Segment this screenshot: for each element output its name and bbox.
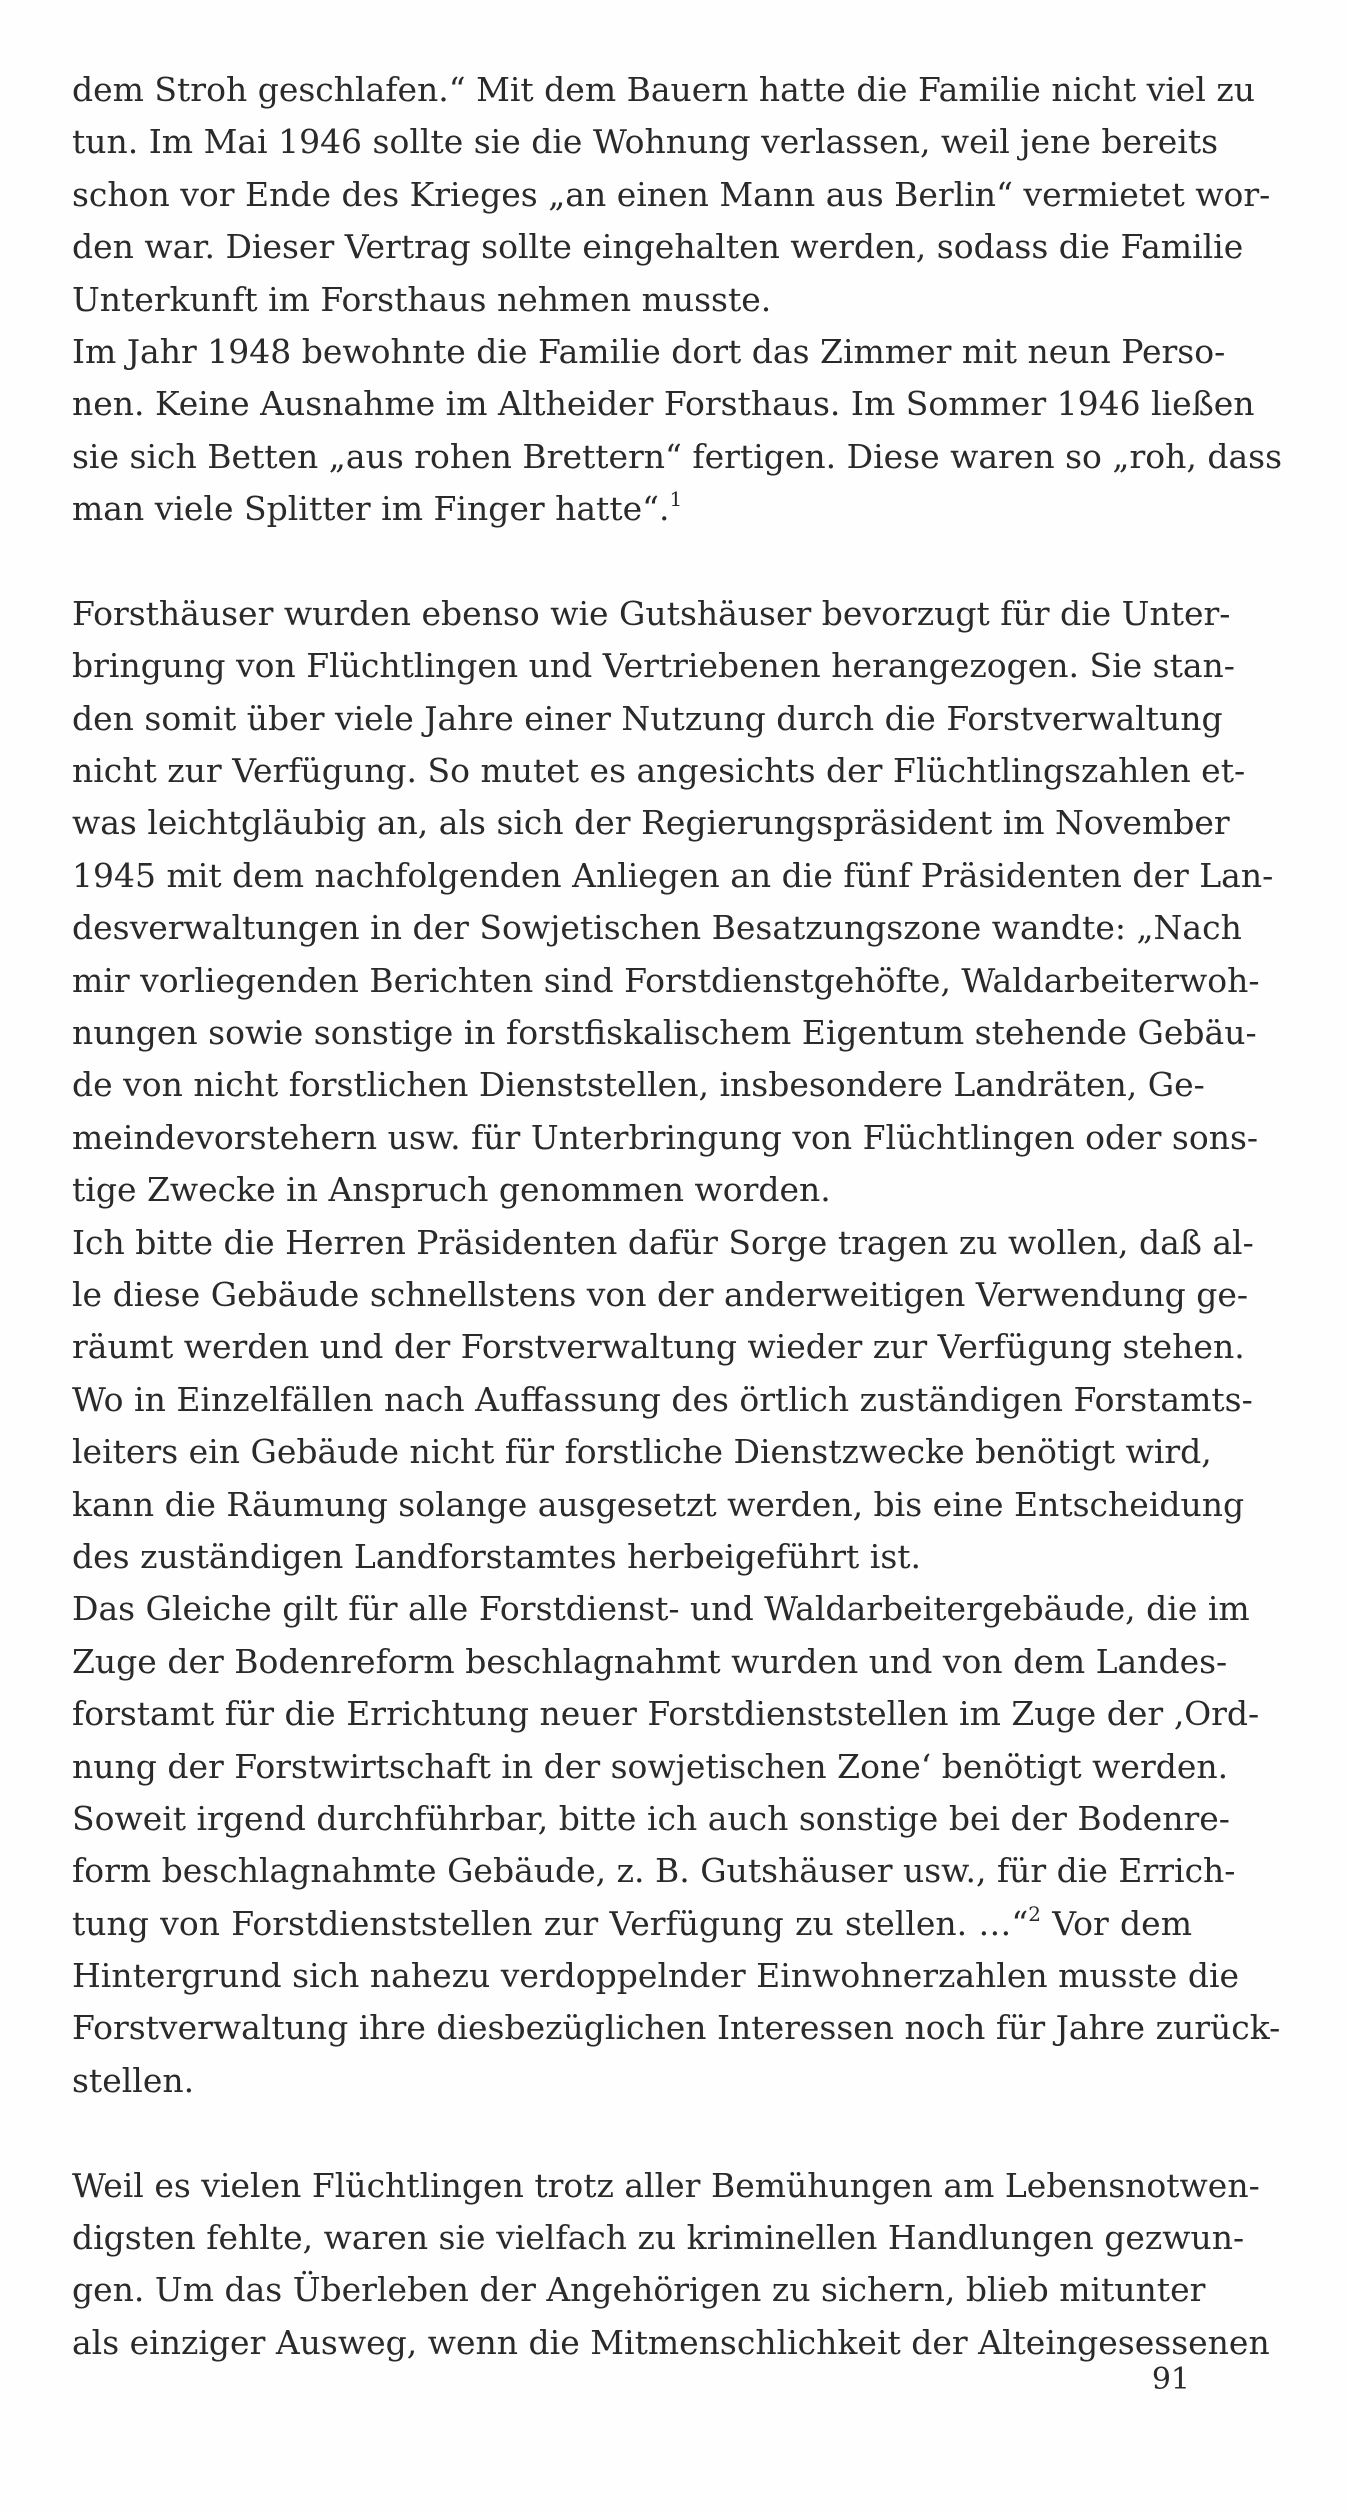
text-line: Zuge der Bodenreform beschlagnahmt wurden und von dem Landes- <box>72 1641 1228 1681</box>
text-line: Forstverwaltung ihre diesbezüglichen Interessen noch für Jahre zurück- <box>72 2008 1281 2048</box>
text-line: mir vorliegenden Berichten sind Forstdienstgehöfte, Waldarbeiterwoh- <box>72 960 1260 1000</box>
text-line: Wo in Einzelfällen nach Auffassung des örtlich zuständigen Forstamts- <box>72 1379 1253 1419</box>
text-line: digsten fehlte, waren sie vielfach zu kriminellen Handlungen gezwun- <box>72 2218 1245 2258</box>
text-line: des zuständigen Landforstamtes herbeigeführt ist. <box>72 1536 922 1576</box>
text-line: gen. Um das Überleben der Angehörigen zu sichern, blieb mitunter <box>72 2270 1206 2310</box>
text-line-content: Vor dem <box>1041 1903 1192 1943</box>
text-line: Das Gleiche gilt für alle Forstdienst- und Waldarbeitergebäude, die im <box>72 1589 1250 1629</box>
text-line: den war. Dieser Vertrag sollte eingehalten werden, sodass die Familie <box>72 227 1244 267</box>
footnote-marker: 2 <box>1028 1901 1042 1926</box>
text-line: schon vor Ende des Krieges „an einen Mann aus Berlin“ vermietet wor- <box>72 174 1271 214</box>
text-line: sie sich Betten „aus rohen Brettern“ fertigen. Diese waren so „roh, dass <box>72 436 1283 476</box>
footnote-marker: 1 <box>669 487 683 512</box>
text-line-content: man viele Splitter im Finger hatte“. <box>72 489 670 529</box>
paragraph-gap <box>72 536 1192 588</box>
text-line: le diese Gebäude schnellstens von der anderweitigen Verwendung ge- <box>72 1274 1249 1314</box>
text-line: den somit über viele Jahre einer Nutzung durch die Forstverwaltung <box>72 698 1223 738</box>
paragraph-gap <box>72 2107 1192 2159</box>
text-line: leiters ein Gebäude nicht für forstliche Dienstzwecke benötigt wird, <box>72 1432 1212 1472</box>
text-line: als einziger Ausweg, wenn die Mitmenschlichkeit der Alteingesessenen <box>72 2322 1270 2362</box>
text-line: räumt werden und der Forstverwaltung wieder zur Verfügung stehen. <box>72 1327 1245 1367</box>
text-line: was leichtgläubig an, als sich der Regierungspräsident im November <box>72 803 1230 843</box>
text-line: forstamt für die Errichtung neuer Forstdienststellen im Zuge der ‚Ord- <box>72 1694 1260 1734</box>
text-line: meindevorstehern usw. für Unterbringung von Flüchtlingen oder sons- <box>72 1117 1259 1157</box>
text-line: bringung von Flüchtlingen und Vertriebenen herangezogen. Sie stan- <box>72 646 1235 686</box>
text-line: nicht zur Verfügung. So mutet es angesichts der Flüchtlingszahlen et- <box>72 751 1246 791</box>
text-line: nungen sowie sonstige in forstfiskalischem Eigentum stehende Gebäu- <box>72 1013 1257 1053</box>
text-line: Hintergrund sich nahezu verdoppelnder Einwohnerzahlen musste die <box>72 1956 1240 1996</box>
text-line: Soweit irgend durchführbar, bitte ich auch sonstige bei der Bodenre- <box>72 1798 1230 1838</box>
text-line: Weil es vielen Flüchtlingen trotz aller Bemühungen am Lebensnotwen- <box>72 2165 1260 2205</box>
text-line: desverwaltungen in der Sowjetischen Besatzungszone wandte: „Nach <box>72 908 1242 948</box>
text-line <box>72 1898 1192 1950</box>
text-line <box>72 483 1192 535</box>
text-line: Unterkunft im Forsthaus nehmen musste. <box>72 279 772 319</box>
text-line: de von nicht forstlichen Dienststellen, insbesondere Landräten, Ge- <box>72 1065 1205 1105</box>
text-line: nen. Keine Ausnahme im Altheider Forsthaus. Im Sommer 1946 ließen <box>72 384 1255 424</box>
text-line: tun. Im Mai 1946 sollte sie die Wohnung verlassen, weil jene bereits <box>72 122 1219 162</box>
body-text <box>72 64 1283 2369</box>
text-line: form beschlagnahmte Gebäude, z. B. Gutshäuser usw., für die Errich- <box>72 1851 1236 1891</box>
text-line: kann die Räumung solange ausgesetzt werden, bis eine Entscheidung <box>72 1484 1245 1524</box>
text-line: 1945 mit dem nachfolgenden Anliegen an die fünf Präsidenten der Lan- <box>72 855 1274 895</box>
text-line: stellen. <box>72 2060 195 2100</box>
text-line-content: tung von Forstdienststellen zur Verfügung zu stellen. …“ <box>72 1903 1029 1943</box>
text-line: dem Stroh geschlafen.“ Mit dem Bauern hatte die Familie nicht viel zu <box>72 70 1256 109</box>
page-number: 91 <box>1151 2362 1190 2397</box>
text-line: Forsthäuser wurden ebenso wie Gutshäuser bevorzugt für die Unter- <box>72 593 1231 633</box>
text-line: nung der Forstwirtschaft in der sowjetischen Zone‘ benötigt werden. <box>72 1746 1229 1786</box>
text-line: tige Zwecke in Anspruch genommen worden. <box>72 1170 831 1210</box>
text-line: Im Jahr 1948 bewohnte die Familie dort das Zimmer mit neun Perso- <box>72 331 1226 371</box>
text-line: Ich bitte die Herren Präsidenten dafür Sorge tragen zu wollen, daß al- <box>72 1222 1254 1262</box>
